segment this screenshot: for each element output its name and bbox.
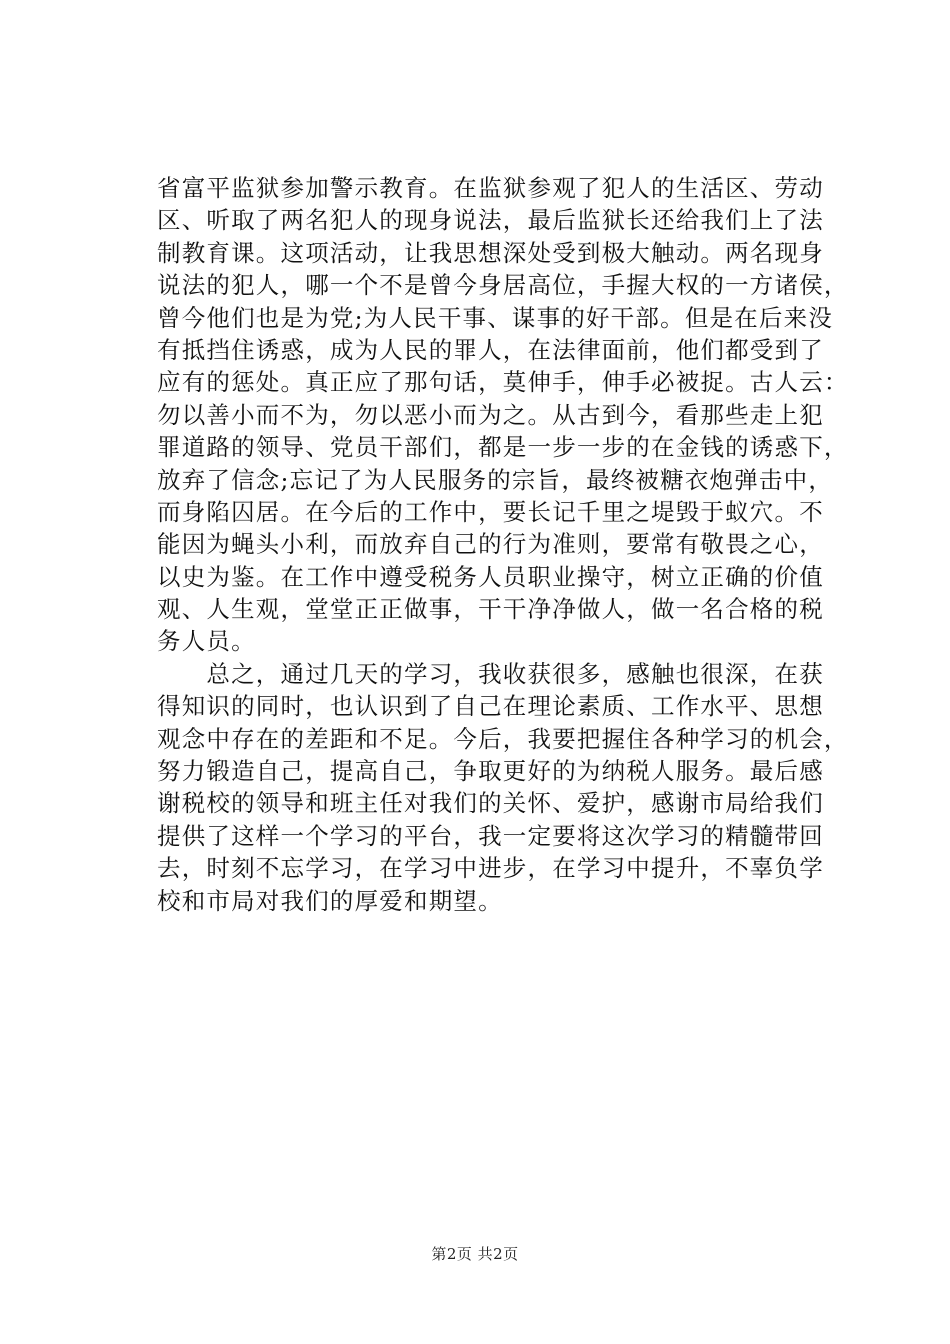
text-line: 能因为蝇头小利，而放弃自己的行为准则，要常有敬畏之心，	[157, 530, 824, 559]
text-line: 校和市局对我们的厚爱和期望。	[157, 886, 503, 915]
text-line: 努力锻造自己，提高自己，争取更好的为纳税人服务。最后感	[157, 757, 824, 786]
text-line: 区、听取了两名犯人的现身说法，最后监狱长还给我们上了法	[157, 206, 824, 235]
text-line: 罪道路的领导、党员干部们，都是一步一步的在金钱的诱惑下，	[157, 433, 849, 462]
text-line: 放弃了信念;忘记了为人民服务的宗旨，最终被糖衣炮弹击中，	[157, 465, 834, 494]
text-line: 去，时刻不忘学习，在学习中进步，在学习中提升，不辜负学	[157, 854, 824, 883]
text-line: 观念中存在的差距和不足。今后，我要把握住各种学习的机会，	[157, 724, 849, 753]
text-line: 应有的惩处。真正应了那句话，莫伸手，伸手必被捉。古人云：	[157, 368, 849, 397]
body-text	[157, 172, 849, 917]
text-line: 务人员。	[157, 627, 256, 656]
text-line: 曾今他们也是为党;为人民干事、谋事的好干部。但是在后来没	[157, 303, 834, 332]
text-line: 制教育课。这项活动，让我思想深处受到极大触动。两名现身	[157, 238, 824, 267]
text-line: 有抵挡住诱惑，成为人民的罪人，在法律面前，他们都受到了	[157, 335, 824, 364]
text-line: 勿以善小而不为，勿以恶小而为之。从古到今，看那些走上犯	[157, 400, 824, 429]
text-line: 谢税校的领导和班主任对我们的关怀、爱护，感谢市局给我们	[157, 789, 824, 818]
text-line: 说法的犯人，哪一个不是曾今身居高位，手握大权的一方诸侯，	[157, 271, 849, 300]
text-line: 得知识的同时，也认识到了自己在理论素质、工作水平、思想	[157, 692, 824, 721]
paragraph-start-line: 总之，通过几天的学习，我收获很多，感触也很深，在获	[157, 659, 824, 688]
text-line: 以史为鉴。在工作中遵受税务人员职业操守，树立正确的价值	[157, 562, 824, 591]
text-line: 观、人生观，堂堂正正做事，干干净净做人，做一名合格的税	[157, 595, 824, 624]
text-line: 提供了这样一个学习的平台，我一定要将这次学习的精髓带回	[157, 821, 824, 850]
page-number-footer: 第2页 共2页	[431, 1245, 519, 1263]
text-line: 省富平监狱参加警示教育。在监狱参观了犯人的生活区、劳动	[157, 174, 824, 202]
text-line: 而身陷囚居。在今后的工作中，要长记千里之堤毁于蚁穴。不	[157, 497, 824, 526]
